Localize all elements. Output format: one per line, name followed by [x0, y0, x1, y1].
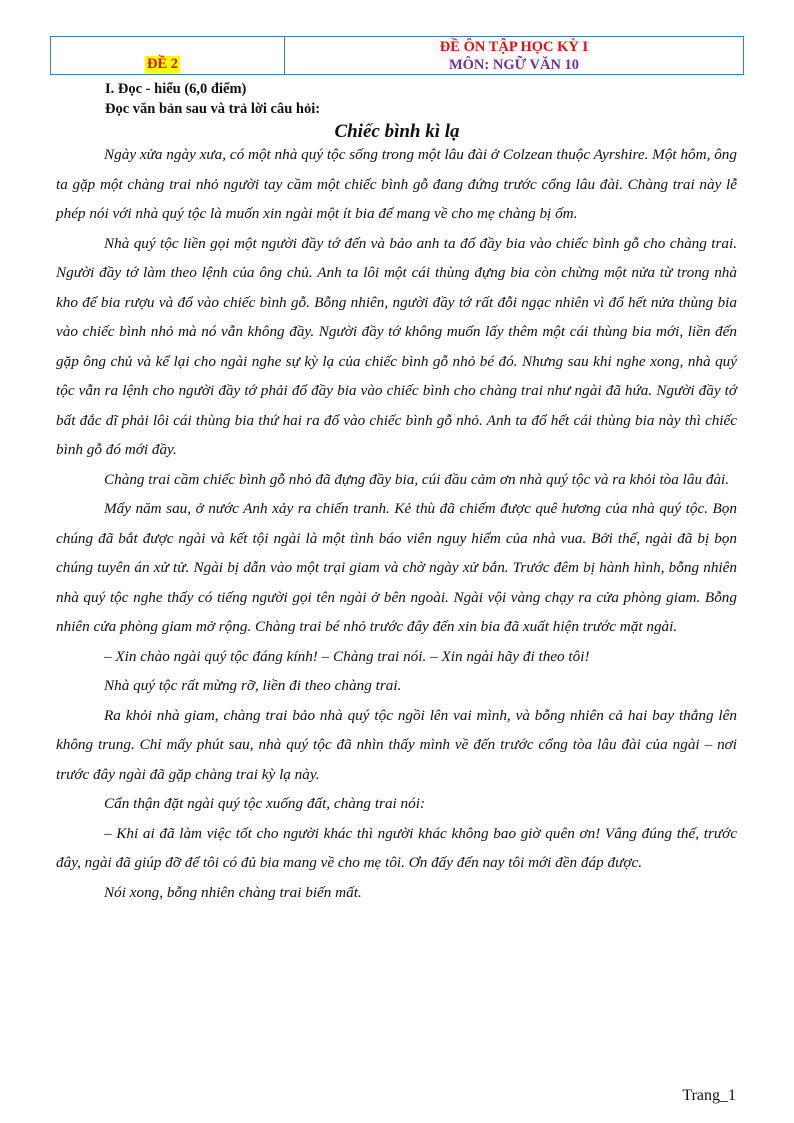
exam-number: ĐỀ 2 — [147, 56, 179, 72]
section-heading: I. Đọc - hiểu (6,0 điểm) — [105, 81, 247, 97]
paragraph: Cẩn thận đặt ngài quý tộc xuống đất, chàng trai nói: — [104, 795, 426, 812]
paragraph: Chàng trai cầm chiếc bình gỗ nhỏ đã đựng đầy bia, cúi đầu cảm ơn nhà quý tộc và ra khỏi tòa lâu đài. — [104, 470, 730, 488]
paragraph: Nhà quý tộc rất mừng rỡ, liền đi theo chàng trai. — [104, 677, 402, 694]
paragraph: Ngày xửa ngày xưa, có một nhà quý tộc sống trong một lâu đài ở Colzean thuộc Ayrshire. Một hôm, ông ta gặp một chàng trai nhỏ người tay cầm một chiếc bình gỗ đang đứng trước cổng lâu đài. Chàng trai này lễ phép nói với nhà quý tộc là muốn xin ngài một ít bia để mang về cho mẹ chàng bị ốm. — [56, 146, 737, 222]
section-instruction: Đọc văn bản sau và trả lời câu hỏi: — [105, 101, 321, 117]
paragraph: – Xin chào ngài quý tộc đáng kính! – Chàng trai nói. – Xin ngài hãy đi theo tôi! — [104, 647, 590, 665]
header-right-cell — [285, 37, 743, 74]
paragraph: Nhà quý tộc liền gọi một người đầy tớ đến và bảo anh ta đổ đầy bia vào chiếc bình gỗ cho chàng trai. Người đầy tớ làm theo lệnh của ông chủ. Anh ta lôi một cái thùng đựng bia còn chừng một nửa từ trong nhà kho để bia rượu và đổ vào chiếc bình gỗ. Bỗng nhiên, người đầy tớ rất đỗi ngạc nhiên vì đổ hết nửa thùng bia vào chiếc bình nhỏ mà nó vẫn không đầy. Người đầy tớ không muốn lấy thêm một cái thùng bia mới, liền đến gặp ông chủ và kể lại cho ngài nghe sự kỳ lạ của chiếc bình gỗ nhỏ bé đó. Nhưng sau khi nghe xong, nhà quý tộc vẫn ra lệnh cho người đầy tớ phải đổ đầy bia vào chiếc bình cho chàng trai như ngài đã hứa. Người đầy tớ bất đắc dĩ phải lôi cái thùng bia thứ hai ra đổ vào chiếc bình gỗ nhỏ. Anh ta đổ hết cái thùng bia này thì chiếc bình gỗ đó mới đầy. — [56, 234, 737, 458]
header-table — [50, 36, 744, 75]
page-number: Trang_1 — [682, 1087, 736, 1104]
paragraph: Mấy năm sau, ở nước Anh xảy ra chiến tranh. Kẻ thù đã chiếm được quê hương của nhà quý tộc. Bọn chúng đã bắt được ngài và kết tội ngài là một tình báo viên nguy hiểm của nhà vua. Bởi thế, ngài đã bị bọn chúng tuyên án xử tử. Ngài bị dẫn vào một trại giam và chờ ngày xử bắn. Trước đêm bị hành hình, bỗng nhiên nhà quý tộc nghe thấy có tiếng người gọi tên ngài ở bên ngoài. Ngài vội vàng chạy ra cửa phòng giam. Bỗng nhiên cửa phòng giam mở rộng. Chàng trai bé nhỏ trước đây đến xin bia đã xuất hiện trước mặt ngài. — [56, 500, 737, 635]
story-title: Chiếc bình kì lạ — [334, 121, 460, 142]
paragraph: Ra khỏi nhà giam, chàng trai bảo nhà quý tộc ngồi lên vai mình, và bỗng nhiên cả hai bay thẳng lên không trung. Chỉ mấy phút sau, nhà quý tộc đã nhìn thấy mình về đến trước cổng tòa lâu đài của ngài – nơi trước đây ngài đã gặp chàng trai kỳ lạ này. — [56, 706, 737, 783]
exam-subject: MÔN: NGỮ VĂN 10 — [448, 57, 580, 73]
paragraph: Nói xong, bỗng nhiên chàng trai biến mất. — [104, 883, 362, 901]
header-left-cell — [51, 37, 285, 74]
exam-title: ĐỀ ÔN TẬP HỌC KỲ I — [439, 39, 589, 55]
story-body — [56, 140, 737, 907]
paragraph: – Khi ai đã làm việc tốt cho người khác thì người khác không bao giờ quên ơn! Vâng đúng thế, trước đây, ngài đã giúp đỡ để tôi có đủ bia mang về cho mẹ tôi. Ơn đấy đến nay tôi mới đền đáp được. — [56, 824, 737, 871]
